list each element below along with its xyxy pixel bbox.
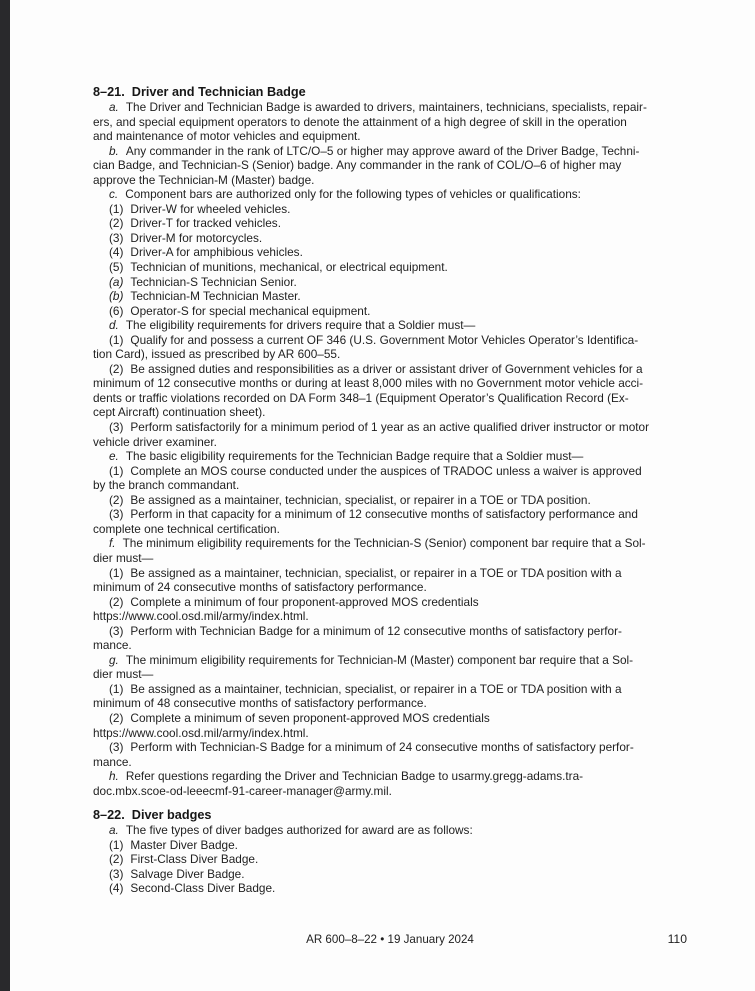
paragraph: [93, 536, 693, 565]
paragraph-text: Be assigned as a maintainer, technician, specialist, or repairer in a TOE or TDA position with a minimum of 48 consecutive months of satisfactory performance.: [93, 681, 622, 711]
paragraph: [93, 769, 693, 798]
paragraph-text: The Driver and Technician Badge is awarded to drivers, maintainers, technicians, specialists, repair- ers, and special equipment operators to denote the attainment of a high degree of skill in the operation and maintenance of motor vehicles and equipment.: [93, 100, 647, 144]
paragraph: [93, 245, 693, 260]
paragraph: [93, 144, 693, 188]
paragraph-label: c.: [109, 187, 119, 202]
paragraph: [93, 740, 693, 769]
paragraph: [93, 624, 693, 653]
paragraph-label: f.: [109, 536, 116, 551]
footer-page-number: 110: [667, 932, 687, 946]
paragraph: [93, 362, 693, 420]
paragraph-label: (3): [109, 866, 124, 881]
paragraph-text: Technician-S Technician Senior.: [130, 274, 297, 289]
paragraph-label: h.: [109, 769, 119, 784]
paragraph-text: Component bars are authorized only for the following types of vehicles or qualifications:: [125, 187, 581, 202]
paragraph-label: (2): [109, 492, 124, 507]
paragraph-label: (2): [109, 710, 124, 725]
paragraph-text: Be assigned as a maintainer, technician, specialist, or repairer in a TOE or TDA position.: [130, 492, 591, 507]
paragraph: [93, 304, 693, 319]
paragraph-label: (1): [109, 463, 124, 478]
paragraph-text: Technician-M Technician Master.: [130, 289, 301, 304]
paragraph-text: Perform in that capacity for a minimum of 12 consecutive months of satisfactory performance and complete one technical certification.: [93, 507, 638, 536]
paragraph-label: e.: [109, 449, 119, 464]
paragraph: [93, 881, 693, 896]
paragraph: [93, 595, 693, 624]
paragraph: [93, 682, 693, 711]
paragraph-text: Complete an MOS course conducted under the auspices of TRADOC unless a waiver is approved by the branch commandant.: [93, 463, 642, 493]
paragraph-text: Any commander in the rank of LTC/O–5 or higher may approve award of the Driver Badge, Techni- cian Badge, and Technician-S (Senior) badge. Any commander in the rank of COL/O–6 of higher may approve the Technician-M (Master) badge.: [93, 143, 640, 187]
paragraph-label: (b): [109, 289, 124, 304]
paragraph: [93, 216, 693, 231]
paragraph-text: Perform with Technician Badge for a minimum of 12 consecutive months of satisfactory perfor- mance.: [93, 623, 622, 653]
paragraph-text: Perform with Technician-S Badge for a minimum of 24 consecutive months of satisfactory perfor- mance.: [93, 740, 634, 769]
paragraph-text: Complete a minimum of four proponent-approved MOS credentials https://www.cool.osd.mil/army/index.html.: [93, 594, 479, 624]
paragraph-text: Be assigned duties and responsibilities as a driver or assistant driver of Government vehicles for a minimum of 12 consecutive months or during at least 8,000 miles with no Government motor vehicle acci- dents or traffic violations recorded on DA Form 348–1 (Equipment Operator’s Qualification Record (Ex- cept Aircraft) continuation sheet).: [93, 361, 644, 420]
paragraph-label: a.: [109, 823, 119, 838]
paragraph: [93, 420, 693, 449]
paragraph-text: Second-Class Diver Badge.: [130, 881, 276, 896]
paragraph-label: b.: [109, 143, 119, 158]
paragraph-text: Driver-T for tracked vehicles.: [130, 216, 281, 231]
section: [93, 807, 693, 896]
paragraph: [93, 289, 693, 304]
paragraph: [93, 653, 693, 682]
paragraph-label: d.: [109, 318, 119, 333]
paragraph: [93, 275, 693, 290]
paragraph: [93, 507, 693, 536]
paragraph: [93, 202, 693, 217]
paragraph-text: Be assigned as a maintainer, technician, specialist, or repairer in a TOE or TDA position with a minimum of 24 consecutive months of satisfactory performance.: [93, 565, 622, 595]
paragraph-text: The minimum eligibility requirements for the Technician-S (Senior) component bar require that a Sol- dier must—: [93, 536, 646, 565]
footer-doc-ref: AR 600–8–22 • 19 January 2024: [306, 933, 474, 946]
section-heading: 8–21. Driver and Technician Badge: [93, 85, 306, 99]
paragraph-text: Operator-S for special mechanical equipment.: [130, 303, 371, 318]
paragraph-label: (a): [109, 274, 124, 289]
paragraph: [93, 231, 693, 246]
paragraph-label: a.: [109, 100, 119, 114]
paragraph-text: The minimum eligibility requirements for Technician-M (Master) component bar require that a Sol- dier must—: [93, 652, 634, 682]
paragraph-text: The basic eligibility requirements for the Technician Badge require that a Soldier must—: [125, 449, 584, 464]
paragraph-label: (3): [109, 507, 124, 522]
paragraph-text: Perform satisfactorily for a minimum period of 1 year as an active qualified driver instructor or motor vehicle driver examiner.: [93, 420, 650, 449]
page-body-text: [93, 84, 693, 896]
paragraph: [93, 867, 693, 882]
paragraph-text: Complete a minimum of seven proponent-approved MOS credentials https://www.cool.osd.mil/army/index.html.: [93, 710, 490, 740]
paragraph-label: (3): [109, 230, 124, 245]
paragraph-label: (3): [109, 420, 124, 435]
section-heading: 8–22. Diver badges: [93, 808, 212, 823]
paragraph-label: (5): [109, 260, 124, 275]
paragraph-label: (4): [109, 881, 124, 896]
paragraph: [93, 260, 693, 275]
paragraph-label: (1): [109, 565, 124, 580]
paragraph-label: (2): [109, 852, 124, 867]
paragraph-text: The eligibility requirements for drivers require that a Soldier must—: [125, 318, 476, 333]
paragraph-label: (2): [109, 216, 124, 231]
paragraph: [93, 449, 693, 464]
paragraph-label: (1): [109, 201, 124, 216]
paragraph: [93, 493, 693, 508]
paragraph: [93, 852, 693, 867]
paragraph-text: Refer questions regarding the Driver and Technician Badge to usarmy.gregg-adams.tra- doc.mbx.scoe-od-leeecmf-91-career-manager@army.mil.: [93, 769, 584, 798]
paragraph-label: (2): [109, 361, 124, 376]
section: [93, 84, 693, 798]
paragraph-label: (2): [109, 594, 124, 609]
paragraph: [93, 318, 693, 333]
paragraph-text: Driver-A for amphibious vehicles.: [130, 245, 303, 260]
paragraph-text: Salvage Diver Badge.: [130, 866, 245, 881]
paragraph-text: Technician of munitions, mechanical, or electrical equipment.: [130, 260, 448, 275]
paragraph: [93, 823, 693, 838]
paragraph-label: (3): [109, 740, 124, 755]
paragraph-text: Driver-W for wheeled vehicles.: [130, 201, 291, 216]
paragraph-text: Qualify for and possess a current OF 346 (U.S. Government Motor Vehicles Operator’s Identifica- tion Card), issued as prescribed by AR 600–55.: [93, 332, 639, 362]
paragraph: [93, 333, 693, 362]
paragraph: [93, 711, 693, 740]
paragraph-text: First-Class Diver Badge.: [130, 852, 259, 867]
paragraph-label: g.: [109, 652, 119, 667]
paragraph-text: Driver-M for motorcycles.: [130, 230, 263, 245]
paragraph-label: (4): [109, 245, 124, 260]
paragraph: [93, 566, 693, 595]
page-left-binding-edge: [0, 0, 10, 991]
paragraph-label: (6): [109, 303, 124, 318]
page-footer: [93, 933, 687, 949]
paragraph-label: (1): [109, 332, 124, 347]
paragraph-text: Master Diver Badge.: [130, 837, 238, 852]
paragraph: [93, 187, 693, 202]
paragraph: [93, 100, 693, 144]
paragraph-label: (1): [109, 837, 124, 852]
paragraph-label: (1): [109, 681, 124, 696]
paragraph: [93, 838, 693, 853]
paragraph: [93, 464, 693, 493]
paragraph-text: The five types of diver badges authorized for award are as follows:: [125, 823, 473, 838]
paragraph-label: (3): [109, 623, 124, 638]
